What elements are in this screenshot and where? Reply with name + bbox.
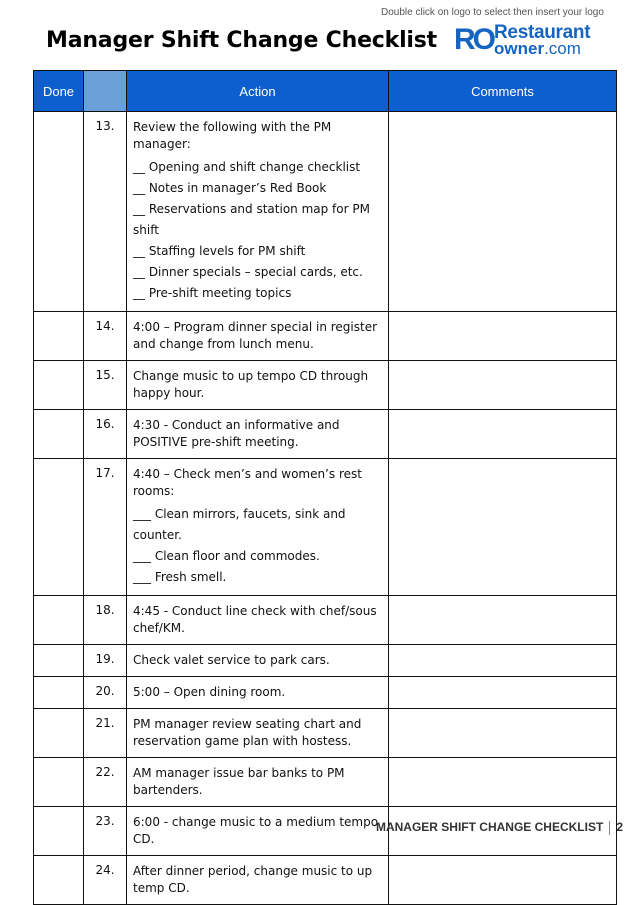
checklist-subitem: __ Dinner specials – special cards, etc. <box>133 265 363 279</box>
checklist-subitem: __ Pre-shift meeting topics <box>133 286 292 300</box>
footer-label: MANAGER SHIFT CHANGE CHECKLIST <box>375 820 604 834</box>
table-row <box>34 709 617 758</box>
action-text: AM manager issue bar banks to PM bartenders. <box>133 766 345 797</box>
table-row <box>34 312 617 361</box>
action-cell <box>127 361 389 410</box>
done-cell[interactable] <box>34 709 84 758</box>
table-row <box>34 410 617 459</box>
done-cell[interactable] <box>34 677 84 709</box>
checklist-subitem: ___ Clean mirrors, faucets, sink and counter. <box>133 507 346 542</box>
item-number: 17. <box>84 459 127 596</box>
done-cell[interactable] <box>34 856 84 905</box>
item-number: 21. <box>84 709 127 758</box>
comments-cell[interactable] <box>389 758 617 807</box>
comments-cell[interactable] <box>389 645 617 677</box>
comments-cell[interactable] <box>389 361 617 410</box>
table-row <box>34 112 617 312</box>
done-cell[interactable] <box>34 645 84 677</box>
table-row <box>34 758 617 807</box>
comments-cell[interactable] <box>389 856 617 905</box>
item-number: 23. <box>84 807 127 856</box>
table-header-row <box>34 71 617 112</box>
action-text: After dinner period, change music to up temp CD. <box>133 864 373 895</box>
comments-cell[interactable] <box>389 677 617 709</box>
action-text: 5:00 – Open dining room. <box>133 685 286 699</box>
done-cell[interactable] <box>34 410 84 459</box>
done-cell[interactable] <box>34 807 84 856</box>
checklist-subitem: ___ Clean floor and commodes. <box>133 549 320 563</box>
comments-cell[interactable] <box>389 312 617 361</box>
company-logo[interactable] <box>454 24 594 58</box>
table-row <box>34 645 617 677</box>
item-number: 19. <box>84 645 127 677</box>
item-number: 24. <box>84 856 127 905</box>
checklist-subitem: __ Notes in manager’s Red Book <box>133 181 327 195</box>
action-text: PM manager review seating chart and reservation game plan with hostess. <box>133 717 362 748</box>
item-number: 16. <box>84 410 127 459</box>
item-number: 20. <box>84 677 127 709</box>
footer-divider <box>609 821 610 835</box>
item-number: 15. <box>84 361 127 410</box>
action-text: 4:30 - Conduct an informative and POSITIVE pre-shift meeting. <box>133 418 340 449</box>
comments-cell[interactable] <box>389 596 617 645</box>
action-cell <box>127 596 389 645</box>
done-cell[interactable] <box>34 758 84 807</box>
action-text: 4:40 – Check men’s and women’s rest rooms: <box>133 467 362 498</box>
logo-mark: RO <box>454 23 493 56</box>
action-cell <box>127 112 389 312</box>
action-text: 4:00 – Program dinner special in register and change from lunch menu. <box>133 320 378 351</box>
table-row <box>34 459 617 596</box>
action-cell <box>127 807 389 856</box>
action-cell <box>127 645 389 677</box>
action-cell <box>127 677 389 709</box>
checklist-subitem: __ Reservations and station map for PM shift <box>133 202 370 237</box>
action-cell <box>127 758 389 807</box>
done-cell[interactable] <box>34 596 84 645</box>
action-text: 4:45 - Conduct line check with chef/sous chef/KM. <box>133 604 377 635</box>
action-cell <box>127 312 389 361</box>
action-cell <box>127 856 389 905</box>
table-row <box>34 677 617 709</box>
table-row <box>34 596 617 645</box>
action-text: Check valet service to park cars. <box>133 653 330 667</box>
action-text: Review the following with the PM manager: <box>133 120 332 151</box>
item-number: 22. <box>84 758 127 807</box>
number-column-header <box>84 71 127 112</box>
done-cell[interactable] <box>34 459 84 596</box>
comments-cell[interactable] <box>389 459 617 596</box>
comments-cell[interactable] <box>389 112 617 312</box>
action-cell <box>127 709 389 758</box>
comments-column-header: Comments <box>389 71 617 112</box>
item-number: 13. <box>84 112 127 312</box>
done-cell[interactable] <box>34 312 84 361</box>
logo-word-restaurant: Restaurant <box>494 22 591 43</box>
action-column-header: Action <box>127 71 389 112</box>
action-text: 6:00 - change music to a medium tempo CD. <box>133 815 379 846</box>
table-row <box>34 856 617 905</box>
logo-word-owner: owner.com <box>494 39 581 58</box>
logo-hint-text: Double click on logo to select then insert your logo <box>381 7 604 18</box>
item-number: 14. <box>84 312 127 361</box>
checklist-subitem: __ Staffing levels for PM shift <box>133 244 306 258</box>
action-cell <box>127 459 389 596</box>
page-number: 2 <box>616 820 623 834</box>
checklist-subitem: __ Opening and shift change checklist <box>133 160 361 174</box>
page-footer <box>376 820 623 835</box>
comments-cell[interactable] <box>389 709 617 758</box>
checklist-table <box>33 70 617 905</box>
done-column-header: Done <box>34 71 84 112</box>
done-cell[interactable] <box>34 361 84 410</box>
page-title: Manager Shift Change Checklist <box>46 28 437 53</box>
table-row <box>34 361 617 410</box>
done-cell[interactable] <box>34 112 84 312</box>
item-number: 18. <box>84 596 127 645</box>
checklist-subitem: ___ Fresh smell. <box>133 570 227 584</box>
comments-cell[interactable] <box>389 410 617 459</box>
action-cell <box>127 410 389 459</box>
action-text: Change music to up tempo CD through happy hour. <box>133 369 369 400</box>
